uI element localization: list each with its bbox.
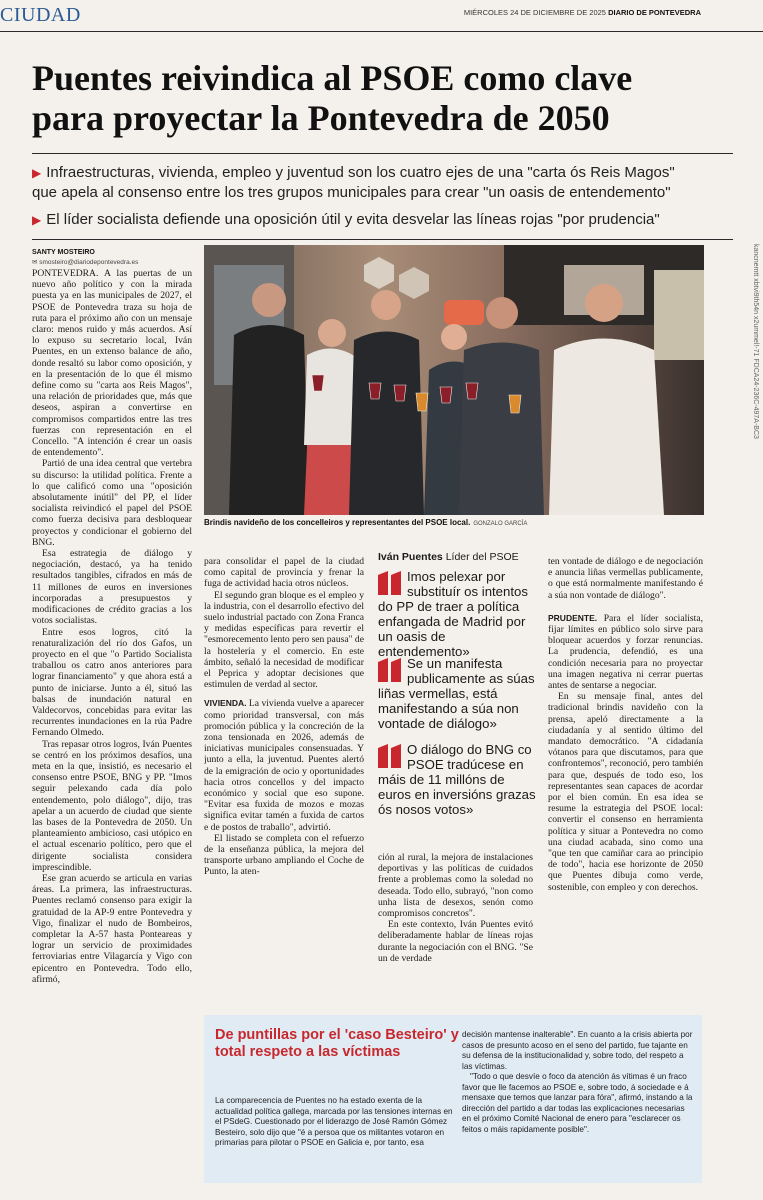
paragraph: para consolidar el papel de la ciudad como capital de provincia y frenar la fuga de actividad hacia otros núcleos.	[204, 556, 364, 590]
sidebar-column-2	[462, 1030, 694, 1178]
deck-rule	[32, 239, 733, 240]
mail-icon: ✉	[32, 259, 40, 266]
paragraph: ten vontade de diálogo e de negociación e anuncia liñas vermellas publicamente, o que está normalmente manifestando é a súa non vontade de diálogo".	[548, 556, 703, 601]
deck-2-text: El líder socialista defiende una oposición útil y evita desvelar las líneas rojas "por prudencia"	[46, 211, 660, 228]
photo-credit: GONZALO GARCÍA	[473, 521, 528, 527]
quote-speaker: Iván Puentes	[378, 551, 443, 563]
article-column-3	[378, 852, 533, 1006]
photo-caption	[204, 518, 704, 527]
quote-mark-icon	[378, 571, 402, 595]
paragraph: El segundo gran bloque es el empleo y la industria, con el desarrollo efectivo del suelo industrial pactado con Zona Franca y medidas específicas para revertir el "esmorecemento lento pero sen pausa" de la hostelería y el comercio. En este ámbito, señaló la necesidad de modificar el Peprica y adoptar decisiones que estimulen de verdad al sector.	[204, 589, 364, 691]
subhead-vivienda: VIVIENDA.	[204, 698, 247, 709]
pull-quote-2: Se un manifesta publicamente as súas liñas vermellas, está manifestando a súa non vontade de diálogo»	[378, 656, 535, 731]
pull-quote-1: Imos pelexar por substituír os intentos do PP de traer a política enfangada de Madrid por un oasis de entendemento»	[378, 569, 528, 659]
byline-email: ✉ smosteiro@diariodepontevedra.es	[32, 259, 139, 266]
paragraph: La comparecencia de Puentes no ha estado exenta de la actualidad política gallega, marcada por las tensiones internas en el PSdeG. Cuestionado por el liderazgo de José Ramón Gómez Besteiro, solo dijo que "é a persoa que os militantes votaron en primarias para pilotar o PSOE en Galicia e, por tanto, esa	[215, 1096, 453, 1147]
group-toast-photo	[204, 245, 704, 515]
paragraph: PRUDENTE. Para el líder socialista, fijar límites en público solo sirve para bloquear acuerdos y forzar renuncias. La prudencia, defendió, es una condición necesaria para no proyectar una imagen negativa ni cerrar puertas antes de sentarse a negociar.	[548, 612, 703, 692]
paragraph: Esa estrategia de diálogo y negociación, destacó, ya ha tenido resultados tangibles, cifrados en más de 11 millones de euros en inversiones incorporadas a presupuestos y modificaciones de crédito gracias a los votos socialistas.	[32, 548, 192, 627]
headline-rule	[32, 153, 733, 154]
paragraph: decisión mantense inalterable". En cuanto a la crisis abierta por casos de presunto acoso en el seno del partido, fue tajante en su defensa de la institucionalidad y, sobre todo, del respeto a las víctimas.	[462, 1030, 693, 1071]
paragraph: Tras repasar otros logros, Iván Puentes se centró en los próximos desafíos, una meta en la que, insistió, es necesario el consenso entre PSOE, BNG y PP. "Imos seguir pelexando cada día polo entendemento, polo diálogo", dijo, tras apelar a un acuerdo de ciudad que siente las bases de la Pontevedra de 2050. Un planteamiento ambicioso, casi utópico en el actual escenario político, pero que el dirigente socialista considera imprescindible.	[32, 738, 192, 873]
section-label: CIUDAD	[0, 4, 81, 26]
pull-quote-3: O diálogo do BNG co PSOE tradúcese en máis de 11 millóns de euros en inversións grazas ós nosos votos»	[378, 742, 536, 817]
sidebar-column-1	[215, 1096, 455, 1176]
headline-line-1: Puentes reivindica al PSOE como clave	[32, 58, 633, 98]
paragraph: Entre esos logros, citó la renaturalización del río dos Gafos, un proyecto en el que "o Partido Socialista traballou os catro anos anteriores para lograr financiamento" y que ahora está a punto de iniciarse. Junto a él, situó las balsas de inundación natural en Valdecorvos, concebidas para evitar las recurrentes inundaciones en la rúa Padre Fernando Olmedo.	[32, 626, 192, 739]
article-column-1	[32, 268, 192, 1186]
quote-attribution	[378, 551, 519, 563]
header-rule	[0, 31, 763, 32]
paragraph: ción al rural, la mejora de instalaciones deportivas y las políticas de cuidados frente a problemas como la soledad no deseada. Todo ello, subrayó, "non como unha lista de desexos, senón como compromisos concretos".	[378, 852, 533, 920]
deck-1	[32, 163, 732, 203]
paragraph: VIVIENDA. La vivienda vuelve a aparecer como prioridad transversal, con más promoción pública y la concreción de la zona tensionada en 2026, además de iniciativas municipales consensuadas. Y junto a ella, la juventud. Puentes alertó de la emigración de ocio y oportunidades hacia otros concellos y del impacto económico y social que eso supone. "Evitar esa fuxida de mozos e mozas significa evitar tamén a fuxida de cartos e de postos de traballo", advirtió.	[204, 698, 364, 833]
quote-role: Líder del PSOE	[445, 551, 519, 563]
headline	[32, 58, 732, 138]
paragraph: El listado se completa con el refuerzo de la enseñanza pública, la mejora del transporte urbano ampliando el Coche de Punto, la aten-	[204, 832, 364, 878]
byline: SANTY MOSTEIRO	[32, 249, 95, 256]
headline-line-2: para proyectar la Pontevedra de 2050	[32, 98, 610, 138]
issue-date-line	[464, 8, 701, 17]
paragraph: "Todo o que desvíe o foco da atención ás vítimas é un fraco favor que lle facemos ao PSOE e, sobre todo, á sociedade e á mensaxe que temos que lanzar para fóra", afirmó, instando a la dirección del partido a dar todas las explicaciones necesarias en el próximo Comité Nacional de enero para "esclarecer os feitos o máis rapidamente posible".	[462, 1072, 693, 1134]
paragraph: Ese gran acuerdo se articula en varias áreas. La primera, las infraestructuras. Puentes reclamó consenso para exigir la gratuidad de la AP-9 entre Pontevedra y Vigo, finalizar el nudo de Bombeiros, completar la A-57 hasta Ponteareas y lograr un servicio de proximidades ferroviarias entre Vilagarcía y Vigo con epicentro en Pontevedra. Todo ello, afirmó,	[32, 872, 192, 985]
article-column-4	[548, 556, 703, 1006]
deck-2	[32, 210, 732, 230]
paragraph: En su mensaje final, antes del tradicional brindis navideño con la prensa, apeló directamente a la ciudadanía y al sentido último del mandato democrático. "A cidadanía vótanos para que discutamos, para que confrontemos", reconoció, pero también para que, después de todo eso, los representantes sean capaces de acordar por el bien común. En esa idea se resume la estrategia del PSOE local: convertir el consenso en herramienta política y situar a Pontevedra no como una ciudad acabada, sino como una "que ten que camiñar cara ao principio de todo", hacia ese horizonte de 2050 que Puentes dibuja como verde, sostenible, con empleo y con derechos.	[548, 691, 703, 893]
vertical-watermark: kancnemtt xbtvi9th54n x2ummel!-71 FDCA24-236C-497A-BC3	[752, 244, 759, 439]
quote-mark-icon	[378, 744, 402, 768]
issue-date: MIÉRCOLES 24 DE DICIEMBRE DE 2025	[463, 8, 606, 17]
paragraph: PONTEVEDRA. A las puertas de un nuevo año político y con la mirada puesta ya en las municipales de 2027, el PSOE de Pontevedra traza su hoja de ruta para el próximo año con un mensaje claro: menos ruido y más acuerdos. Así lo expuso su secretario local, Iván Puentes, en un extenso balance de año, donde resaltó su labor como oposición, y en la presentación de lo que él mismo define como su "carta aos Reis Magos", una relación de prioridades que, más que deseos, aspiran a convertirse en compromisos compartidos entre las tres fuerzas con representación en el Concello. "A intención é crear un oasis de entendemento".	[32, 268, 192, 459]
subhead-prudente: PRUDENTE.	[548, 612, 598, 623]
deck-1-line-a: Infraestructuras, vivienda, empleo y juventud son los cuatro ejes de una "carta ós Reis Magos"	[46, 164, 675, 181]
bullet-triangle-icon: ▶	[32, 213, 42, 227]
paragraph: En este contexto, Iván Puentes evitó deliberadamente hablar de líneas rojas durante la negociación con el BNG. "Se un de verdade	[378, 919, 533, 964]
caption-text: Brindis navideño de los concelleiros y representantes del PSOE local.	[204, 518, 471, 527]
article-photo	[204, 245, 704, 515]
deck-1-line-b: que apela al consenso entre los tres grupos municipales para crear "un oasis de entendemento"	[32, 184, 671, 201]
bullet-triangle-icon: ▶	[32, 166, 42, 180]
paragraph: Partió de una idea central que vertebra su discurso: la utilidad política. Frente a lo que calificó como una "oposición absolutamente inútil" del PP, el líder socialista reivindicó el papel del PSOE como fuerza decisiva para desbloquear proyectos y condicionar el gobierno del BNG.	[32, 458, 192, 548]
newspaper-name: DIARIO DE PONTEVEDRA	[608, 8, 701, 17]
article-column-2	[204, 556, 364, 1006]
quote-mark-icon	[378, 658, 402, 682]
sidebar-title: De puntillas por el 'caso Besteiro' y total respeto a las víctimas	[215, 1027, 459, 1060]
